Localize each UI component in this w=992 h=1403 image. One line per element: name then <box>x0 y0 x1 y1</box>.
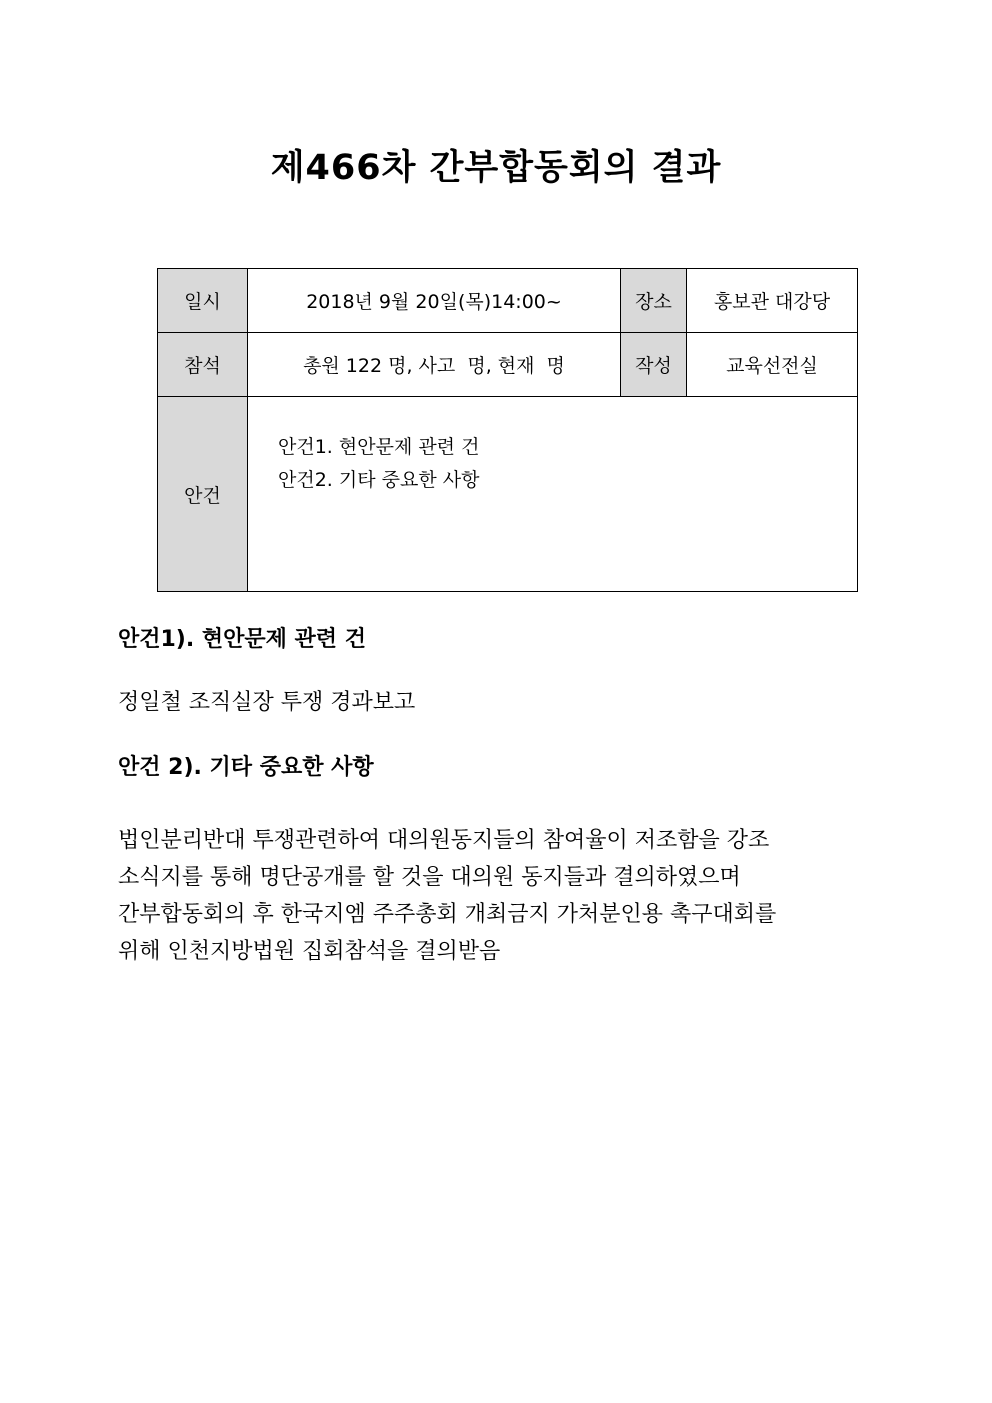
table-row-attendance <box>158 333 858 397</box>
page-title: 제466차 간부합동회의 결과 <box>270 148 722 188</box>
date-label: 일시 <box>158 269 248 333</box>
section1-heading: 안건1). 현안문제 관련 건 <box>118 627 366 652</box>
meeting-summary-table <box>157 268 858 592</box>
body-line: 간부합동회의 후 한국지엠 주주총회 개최금지 가처분인용 촉구대회를 <box>118 902 777 927</box>
author-value: 교육선전실 <box>687 333 858 397</box>
section2-body <box>118 822 878 970</box>
table-row-date <box>158 269 858 333</box>
section2-heading: 안건 2). 기타 중요한 사항 <box>118 755 374 780</box>
agenda-item: 안건2. 기타 중요한 사항 <box>278 469 480 491</box>
agenda-list <box>248 397 858 592</box>
place-label: 장소 <box>621 269 687 333</box>
author-label: 작성 <box>621 333 687 397</box>
body-line: 위해 인천지방법원 집회참석을 결의받음 <box>118 939 501 964</box>
section1-text: 정일철 조직실장 투쟁 경과보고 <box>118 690 416 715</box>
attendance-label: 참석 <box>158 333 248 397</box>
attendance-text: 총원 122 명, 사고 명, 현재 명 <box>303 355 565 377</box>
agenda-item: 안건1. 현안문제 관련 건 <box>278 436 480 458</box>
attendance-value <box>248 333 621 397</box>
agenda-label: 안건 <box>158 397 248 592</box>
body-line: 법인분리반대 투쟁관련하여 대의원동지들의 참여율이 저조함을 강조 <box>118 828 770 853</box>
body-line: 소식지를 통해 명단공개를 할 것을 대의원 동지들과 결의하였으며 <box>118 865 741 890</box>
table-row-agenda <box>158 397 858 592</box>
date-value: 2018년 9월 20일(목)14:00~ <box>248 269 621 333</box>
place-value: 홍보관 대강당 <box>687 269 858 333</box>
